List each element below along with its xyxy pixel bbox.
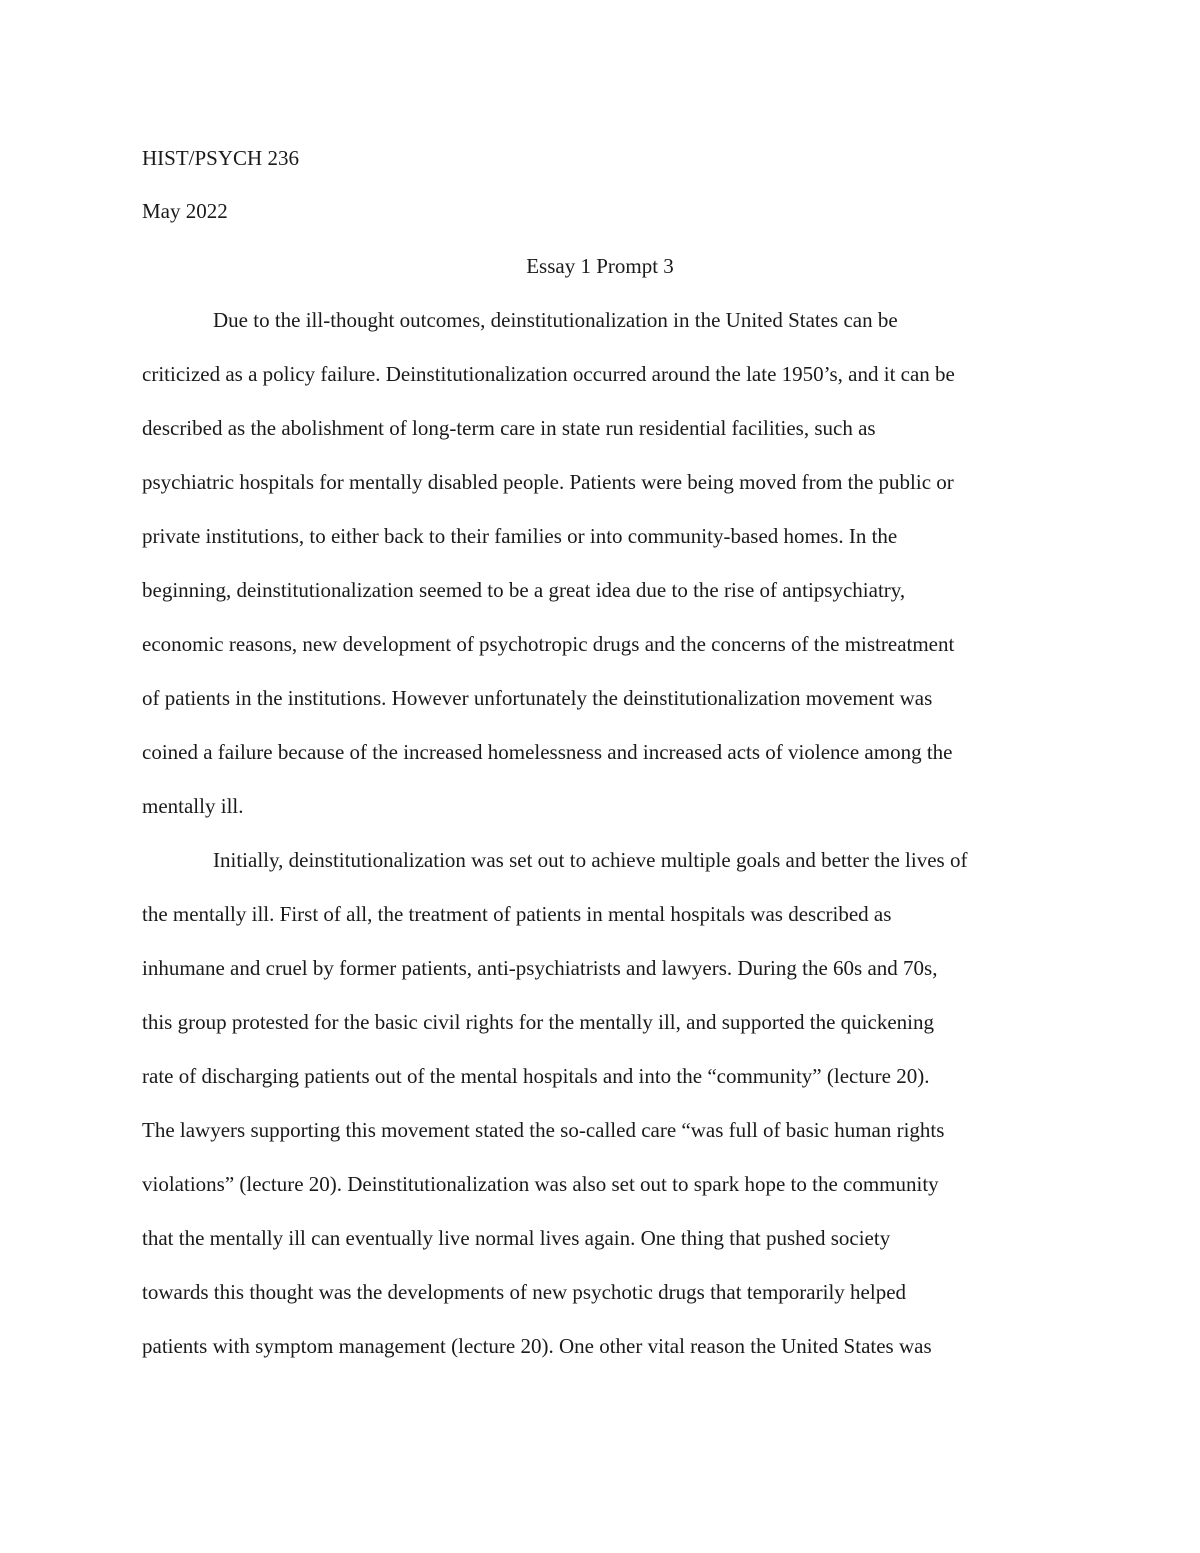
body-line: coined a failure because of the increased homelessness and increased acts of violence among the bbox=[142, 740, 953, 764]
body-line: mentally ill. bbox=[142, 794, 244, 818]
body-line: patients with symptom management (lecture 20). One other vital reason the United States was bbox=[142, 1334, 932, 1358]
course-header: HIST/PSYCH 236 bbox=[142, 146, 299, 170]
body-line: of patients in the institutions. However unfortunately the deinstitutionalization movement was bbox=[142, 686, 933, 710]
body-line: inhumane and cruel by former patients, anti-psychiatrists and lawyers. During the 60s and 70s, bbox=[142, 956, 938, 980]
date-header: May 2022 bbox=[142, 199, 228, 223]
body-line: Initially, deinstitutionalization was set out to achieve multiple goals and better the lives of bbox=[213, 848, 968, 872]
body-line: psychiatric hospitals for mentally disabled people. Patients were being moved from the public or bbox=[142, 470, 954, 494]
body-line: The lawyers supporting this movement stated the so-called care “was full of basic human rights bbox=[142, 1118, 945, 1142]
body-line: the mentally ill. First of all, the treatment of patients in mental hospitals was described as bbox=[142, 902, 892, 926]
body-line: towards this thought was the developments of new psychotic drugs that temporarily helped bbox=[142, 1280, 907, 1304]
body-line: that the mentally ill can eventually live normal lives again. One thing that pushed society bbox=[142, 1226, 891, 1250]
body-line: Due to the ill-thought outcomes, deinstitutionalization in the United States can be bbox=[213, 308, 898, 332]
body-line: described as the abolishment of long-term care in state run residential facilities, such as bbox=[142, 416, 876, 440]
body-line: private institutions, to either back to their families or into community-based homes. In the bbox=[142, 524, 898, 548]
body-line: violations” (lecture 20). Deinstitutionalization was also set out to spark hope to the community bbox=[142, 1172, 939, 1196]
body-line: criticized as a policy failure. Deinstitutionalization occurred around the late 1950’s, and it can be bbox=[142, 362, 955, 386]
body-line: rate of discharging patients out of the mental hospitals and into the “community” (lecture 20). bbox=[142, 1064, 930, 1088]
essay-title: Essay 1 Prompt 3 bbox=[526, 254, 674, 278]
body-line: economic reasons, new development of psychotropic drugs and the concerns of the mistreatment bbox=[142, 632, 955, 656]
body-line: beginning, deinstitutionalization seemed to be a great idea due to the rise of antipsychiatry, bbox=[142, 578, 906, 602]
body-line: this group protested for the basic civil rights for the mentally ill, and supported the quickening bbox=[142, 1010, 934, 1034]
